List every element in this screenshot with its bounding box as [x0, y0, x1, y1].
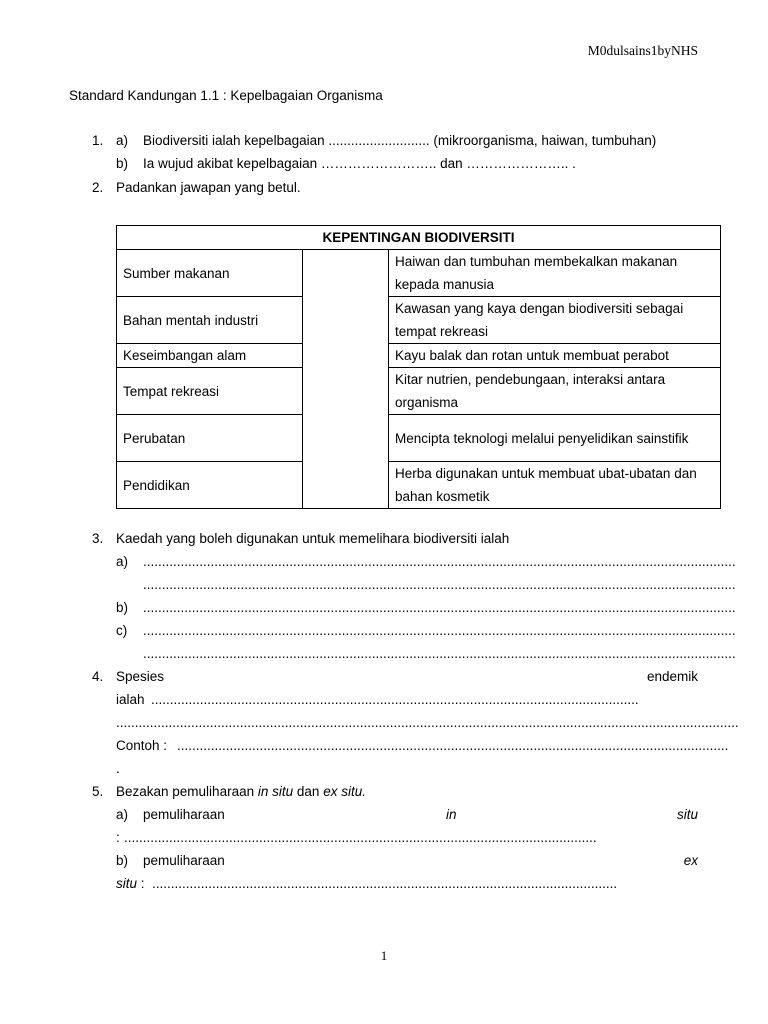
answer-line: ......................................................................................................................................................................	[116, 715, 739, 730]
q5-number: 5.	[92, 784, 104, 799]
q4-contoh: Contoh :	[116, 738, 168, 753]
answer-line: ..............................................................................................................................................................	[143, 623, 736, 638]
q2-text: Padankan jawapan yang betul.	[116, 180, 301, 195]
q3a-label: a)	[116, 554, 129, 569]
answer-line: ............................................................................................................................	[152, 876, 618, 891]
q5b-situ-line	[116, 876, 145, 891]
q4-end-dot: .	[116, 761, 120, 776]
q5-dan: dan	[296, 784, 320, 799]
page-number: 1	[380, 948, 388, 963]
table-right-cell: Haiwan dan tumbuhan membekalkan makanan kepada manusia	[389, 250, 721, 297]
q3c-label: c)	[116, 623, 128, 638]
q5a-label: a)	[116, 807, 129, 822]
table-right-cell: Kayu balak dan rotan untuk membuat perabot	[389, 344, 721, 368]
q5-in-situ: in situ	[257, 784, 294, 799]
q4-word-spesies: Spesies	[116, 669, 165, 684]
q5b-word: pemuliharaan	[143, 853, 225, 868]
q1a-text: Biodiversiti ialah kepelbagaian ........................... (mikroorganisma, haiwan, tumbuhan)	[143, 133, 657, 148]
answer-line: ..............................................................................................................................................................	[143, 577, 736, 592]
answer-line: ..................................................................................................................................	[151, 692, 639, 707]
table-left-cell: Bahan mentah industri	[117, 297, 303, 344]
answer-line: ..............................................................................................................................................................	[143, 554, 736, 569]
q5-text	[116, 784, 366, 799]
q5a-colon: :	[116, 830, 120, 845]
q4-ialah: ialah	[116, 692, 145, 707]
answer-line: ..............................................................................................................................................................	[143, 646, 736, 661]
matching-column	[303, 250, 389, 509]
q4-number: 4.	[92, 669, 104, 684]
q5b-colon: :	[140, 876, 145, 891]
table-left-cell: Sumber makanan	[117, 250, 303, 297]
q1a-label: a)	[116, 133, 129, 148]
q5a-situ: situ	[676, 807, 698, 822]
table-heading: KEPENTINGAN BIODIVERSITI	[117, 226, 721, 250]
q4-word-endemik: endemik	[646, 669, 698, 684]
q3-text: Kaedah yang boleh digunakan untuk memelihara biodiversiti ialah	[116, 531, 510, 546]
table-left-cell: Keseimbangan alam	[117, 344, 303, 368]
q5b-label: b)	[116, 853, 129, 868]
q5-text-start: Bezakan pemuliharaan	[116, 784, 255, 799]
q3-number: 3.	[92, 531, 104, 546]
table-left-cell: Pendidikan	[117, 462, 303, 509]
q5b-ex: ex	[683, 853, 698, 868]
table-right-cell: Herba digunakan untuk membuat ubat-ubatan dan bahan kosmetik	[389, 462, 721, 509]
standard-title: Standard Kandungan 1.1 : Kepelbagaian Organisma	[69, 88, 383, 103]
answer-line: ..............................................................................................................................	[124, 830, 597, 845]
table-right-cell: Kawasan yang kaya dengan biodiversiti sebagai tempat rekreasi	[389, 297, 721, 344]
q5-ex-situ: ex situ.	[323, 784, 366, 799]
q1b-label: b)	[116, 156, 129, 171]
table-left-cell: Perubatan	[117, 415, 303, 462]
table-right-cell: Kitar nutrien, pendebungaan, interaksi antara organisma	[389, 368, 721, 415]
page-header: M0dulsains1byNHS	[587, 43, 698, 58]
q5a-word: pemuliharaan	[143, 807, 225, 822]
q5b-situ: situ	[116, 876, 138, 891]
q3b-label: b)	[116, 600, 129, 615]
q1-number: 1.	[92, 133, 104, 148]
biodiversity-importance-table	[116, 225, 721, 509]
answer-line: ...................................................................................................................................................	[177, 738, 729, 753]
table-right-cell: Mencipta teknologi melalui penyelidikan sainstifik	[389, 415, 721, 462]
q5a-in: in	[446, 807, 457, 822]
q2-number: 2.	[92, 180, 104, 195]
table-left-cell: Tempat rekreasi	[117, 368, 303, 415]
answer-line: ..............................................................................................................................................................	[143, 600, 736, 615]
q1b-text: Ia wujud akibat kepelbagaian …………………….. dan ………………….. .	[143, 156, 576, 171]
